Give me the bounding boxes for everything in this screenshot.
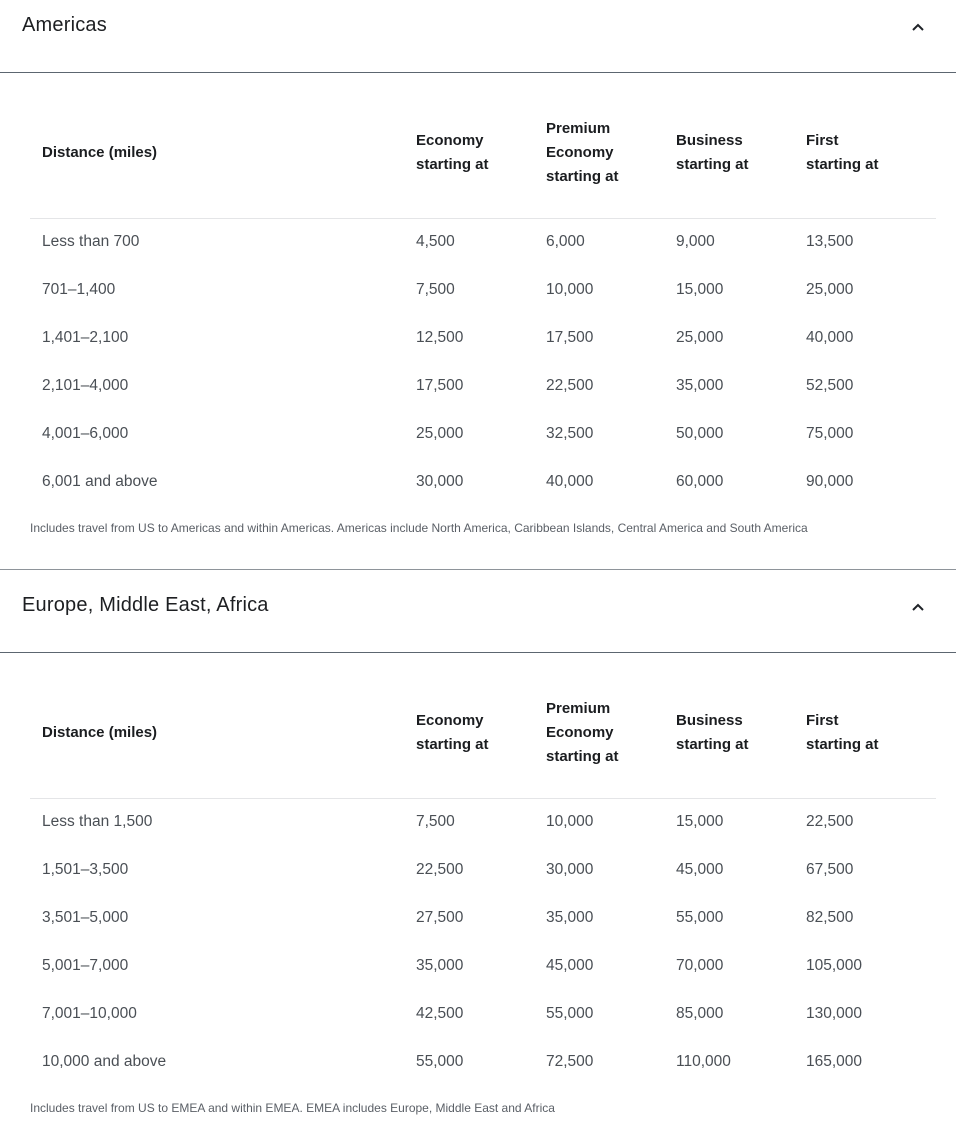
business-cell: 15,000	[676, 813, 724, 831]
table-footnote: Includes travel from US to EMEA and within EMEA. EMEA includes Europe, Middle East and Africa	[30, 1101, 555, 1115]
economy-cell: 42,500	[416, 1005, 464, 1022]
table-footnote: Includes travel from US to Americas and within Americas. Americas include North America, Caribbean Islands, Central America and South America	[30, 521, 808, 535]
premium-economy-cell: 72,500	[546, 1053, 594, 1070]
table-row	[30, 410, 936, 458]
first-cell: 165,000	[806, 1053, 863, 1070]
table-row	[30, 266, 936, 314]
business-cell: 35,000	[676, 377, 724, 394]
col-header-business: Business starting at	[676, 668, 806, 798]
economy-cell: 12,500	[416, 329, 464, 346]
table-row	[30, 362, 936, 410]
table-row	[30, 218, 936, 266]
fare-table-emea	[30, 668, 936, 1086]
table-row	[30, 894, 936, 942]
col-header-premium-economy: Premium Economy starting at	[546, 668, 676, 798]
distance-cell: 1,401–2,100	[42, 329, 129, 346]
distance-cell: Less than 1,500	[42, 813, 153, 831]
economy-cell: 27,500	[416, 909, 464, 926]
accordion-header-americas[interactable]	[0, 0, 956, 73]
business-cell: 50,000	[676, 425, 724, 442]
col-header-business: Business starting at	[676, 88, 806, 218]
premium-economy-cell: 35,000	[546, 909, 594, 926]
fare-table-americas	[30, 88, 936, 506]
first-cell: 75,000	[806, 425, 854, 442]
first-cell: 52,500	[806, 377, 854, 394]
col-header-premium-economy: Premium Economy starting at	[546, 88, 676, 218]
section-divider	[0, 569, 956, 570]
section-title: Europe, Middle East, Africa	[22, 594, 269, 616]
col-header-economy: Economy starting at	[416, 88, 546, 218]
premium-economy-cell: 45,000	[546, 957, 594, 974]
premium-economy-cell: 6,000	[546, 233, 585, 251]
premium-economy-cell: 22,500	[546, 377, 594, 394]
business-cell: 15,000	[676, 281, 724, 298]
economy-cell: 7,500	[416, 813, 455, 831]
business-cell: 70,000	[676, 957, 724, 974]
col-header-distance: Distance (miles)	[30, 668, 416, 798]
economy-cell: 7,500	[416, 281, 455, 298]
region-section-emea	[0, 580, 971, 1129]
distance-cell: 2,101–4,000	[42, 377, 129, 394]
col-header-distance: Distance (miles)	[30, 88, 416, 218]
first-cell: 67,500	[806, 861, 854, 878]
col-header-first: First starting at	[806, 88, 936, 218]
business-cell: 25,000	[676, 329, 724, 346]
table-row	[30, 942, 936, 990]
distance-cell: 1,501–3,500	[42, 861, 129, 878]
col-header-first: First starting at	[806, 668, 936, 798]
chevron-up-icon[interactable]	[907, 19, 929, 35]
distance-cell: 5,001–7,000	[42, 957, 129, 974]
economy-cell: 25,000	[416, 425, 464, 442]
table-row	[30, 1038, 936, 1086]
business-cell: 85,000	[676, 1005, 724, 1022]
distance-cell: 7,001–10,000	[42, 1005, 137, 1022]
table-header-row	[30, 88, 936, 218]
table-header-row	[30, 668, 936, 798]
premium-economy-cell: 30,000	[546, 861, 594, 878]
economy-cell: 35,000	[416, 957, 464, 974]
economy-cell: 30,000	[416, 473, 464, 490]
premium-economy-cell: 10,000	[546, 281, 594, 298]
distance-cell: 10,000 and above	[42, 1053, 167, 1070]
table-row	[30, 458, 936, 506]
economy-cell: 4,500	[416, 233, 455, 251]
distance-cell: Less than 700	[42, 233, 140, 251]
economy-cell: 22,500	[416, 861, 464, 878]
table-row	[30, 314, 936, 362]
business-cell: 110,000	[676, 1053, 731, 1070]
first-cell: 90,000	[806, 473, 854, 490]
chevron-up-icon[interactable]	[907, 599, 929, 615]
first-cell: 40,000	[806, 329, 854, 346]
economy-cell: 55,000	[416, 1053, 464, 1070]
premium-economy-cell: 32,500	[546, 425, 594, 442]
col-header-economy: Economy starting at	[416, 668, 546, 798]
distance-cell: 3,501–5,000	[42, 909, 129, 926]
accordion-header-emea[interactable]	[0, 580, 956, 653]
premium-economy-cell: 55,000	[546, 1005, 594, 1022]
table-row	[30, 798, 936, 846]
business-cell: 45,000	[676, 861, 724, 878]
distance-cell: 4,001–6,000	[42, 425, 129, 442]
business-cell: 9,000	[676, 233, 715, 251]
business-cell: 55,000	[676, 909, 724, 926]
first-cell: 82,500	[806, 909, 854, 926]
premium-economy-cell: 40,000	[546, 473, 594, 490]
first-cell: 105,000	[806, 957, 863, 974]
table-row	[30, 846, 936, 894]
premium-economy-cell: 17,500	[546, 329, 594, 346]
table-row	[30, 990, 936, 1038]
first-cell: 130,000	[806, 1005, 863, 1022]
business-cell: 60,000	[676, 473, 724, 490]
section-title: Americas	[22, 14, 107, 36]
premium-economy-cell: 10,000	[546, 813, 594, 831]
first-cell: 22,500	[806, 813, 854, 831]
first-cell: 25,000	[806, 281, 854, 298]
distance-cell: 6,001 and above	[42, 473, 158, 490]
economy-cell: 17,500	[416, 377, 464, 394]
first-cell: 13,500	[806, 233, 854, 251]
distance-cell: 701–1,400	[42, 281, 116, 298]
